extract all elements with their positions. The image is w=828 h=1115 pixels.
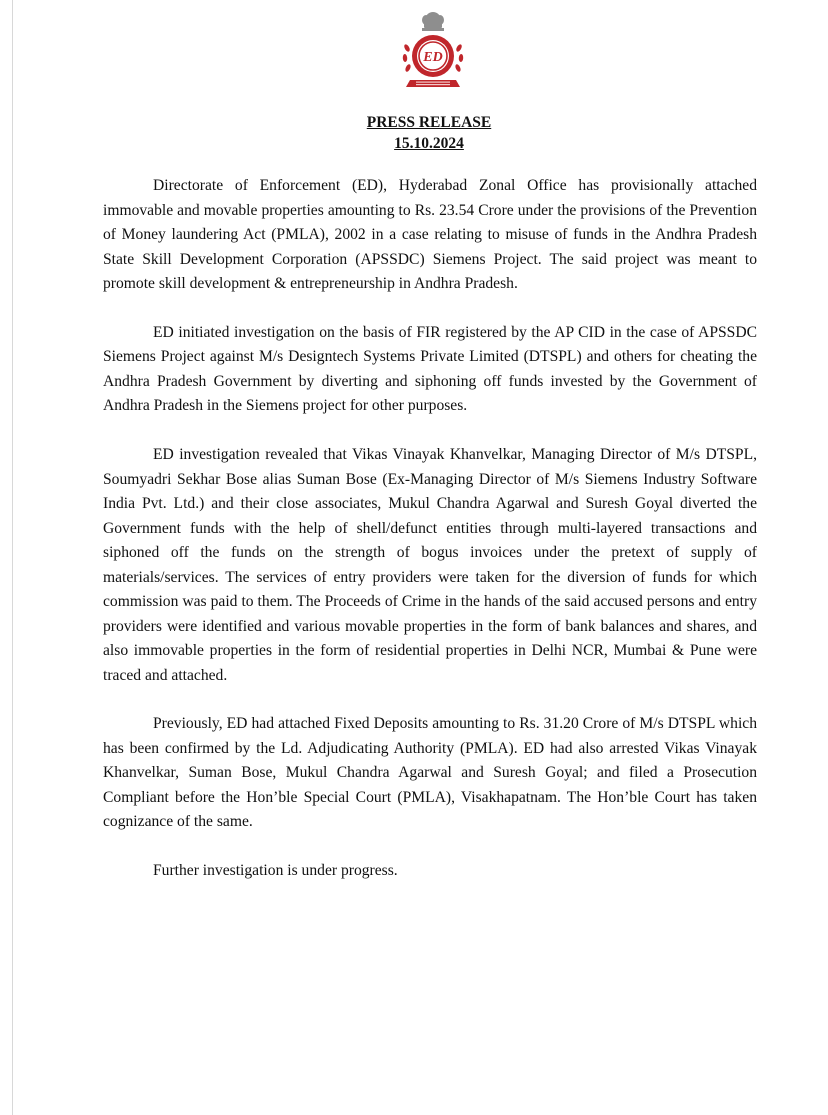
press-release-title: PRESS RELEASE <box>366 114 492 131</box>
paragraph-further-investigation: Further investigation is under progress. <box>153 862 398 880</box>
press-release-date: 15.10.2024 <box>394 135 464 152</box>
paragraph-property-attachment: Directorate of Enforcement (ED), Hyderabad Zonal Office has provisionally attached immovable and movable properties amounting to Rs. 23.54 Crore under the provisions of the Prevention of Money laundering Act (PMLA), 2002 in a case relating to misuse of funds in the Andhra Pradesh State Skill Development Corporation (APSSDC) Siemens Project. The said project was meant to promote skill development & entrepreneurship in Andhra Pradesh. <box>103 177 757 292</box>
paragraph-previous-actions: Previously, ED had attached Fixed Deposits amounting to Rs. 31.20 Crore of M/s DTSPL which has been confirmed by the Ld. Adjudicating Authority (PMLA). ED had also arrested Vikas Vinayak Khanvelkar, Suman Bose, Mukul Chandra Agarwal and Suresh Goyal; and filed a Prosecution Compliant before the Hon’ble Special Court (PMLA), Visakhapatnam. The Hon’ble Court has taken cognizance of the same. <box>103 715 757 831</box>
paragraph-investigation-findings: ED investigation revealed that Vikas Vinayak Khanvelkar, Managing Director of M/s DTSPL, Soumyadri Sekhar Bose alias Suman Bose (Ex-Managing Director of M/s Siemens Industry Software India Pvt. Ltd.) and their close associates, Mukul Chandra Agarwal and Suresh Goyal diverted the Government funds with the help of shell/defunct entities through multi-layered transactions and siphoned off the funds on the strength of bogus invoices under the pretext of supply of materials/services. The services of entry providers were taken for the diversion of funds for which commission was paid to them. The Proceeds of Crime in the hands of the said accused persons and entry providers were identified and various movable properties in the form of bank balances and shares, and also immovable properties in the form of residential properties in Delhi NCR, Mumbai & Pune were traced and attached. <box>103 446 757 684</box>
press-release-heading <box>0 112 828 154</box>
page-edge-line <box>12 0 13 1115</box>
lion-capital-icon <box>422 12 444 31</box>
enforcement-directorate-emblem-icon <box>396 8 470 98</box>
svg-text:ED: ED <box>423 50 443 65</box>
paragraph-investigation-basis: ED initiated investigation on the basis of FIR registered by the AP CID in the case of APSSDC Siemens Project against M/s Designtech Systems Private Limited (DTSPL) and others for cheating the Andhra Pradesh Government by diverting and siphoning off funds invested by the Government of Andhra Pradesh in the Siemens project for other purposes. <box>103 323 757 415</box>
press-release-body <box>103 174 757 884</box>
